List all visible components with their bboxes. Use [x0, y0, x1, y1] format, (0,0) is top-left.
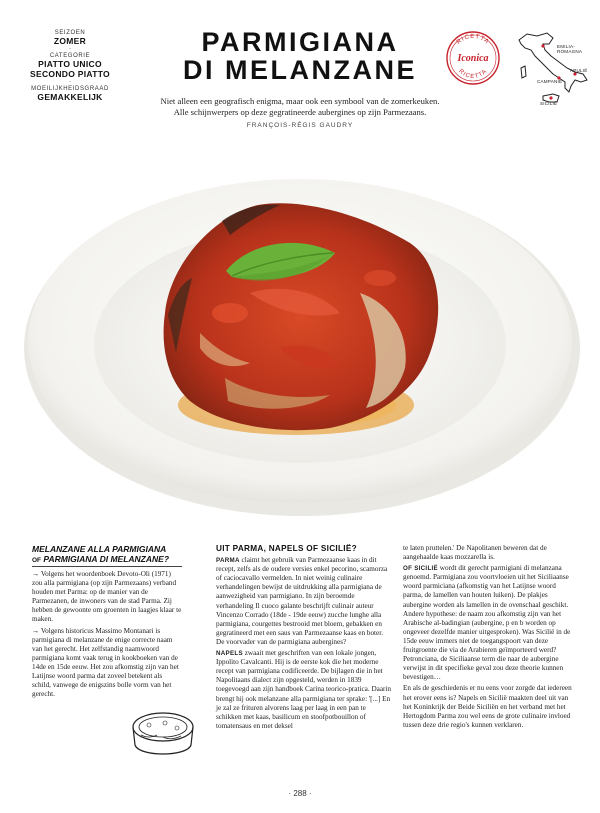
season-value: ZOMER: [53, 36, 87, 46]
separator-dot: ·: [68, 45, 72, 53]
category-value: PIATTO UNICO: [38, 59, 102, 69]
section-heading: UIT PARMA, NAPELS OF SICILIË?: [216, 544, 357, 553]
paragraph: [403, 564, 575, 682]
author-name: FRANÇOIS-RÉGIS GAUDRY: [246, 122, 354, 129]
paragraph-text: zwaait met geschriften van een lokale jongen, Ippolito Cavalcanti. Hij is de eerste kok die het moderne recept van parmigiana codificeerde. De bijlagen die in het Napolitaans dialect zijn opgesteld, werden in 1839 toegevoegd aan zijn handboek Carina teorico-pratica. Daarin brengt hij ook melanzane alla parmigiana ter sprake: '[...] En je zal ze frituren alvorens laag per laag in een pan te schikken met kaas, basilicum en stoofpotbouillon of tomatensaus en met deksel: [216, 649, 392, 730]
paragraph: [216, 649, 392, 731]
page-title: [150, 28, 450, 84]
paragraph-lead: NAPELS: [216, 650, 243, 658]
divider: [32, 566, 182, 567]
season-label: SEIZOEN: [54, 30, 86, 36]
title-line: PARMIGIANA: [201, 27, 399, 57]
category-value: SECONDO PIATTO: [30, 69, 110, 79]
stamp-bottom-text: RICETTA: [457, 68, 489, 81]
article-column-middle: [216, 544, 392, 733]
parmigiana-photo: [0, 143, 600, 538]
ricetta-iconica-stamp: [445, 30, 501, 86]
map-label-campanie: CAMPANIË: [537, 79, 563, 84]
recipe-meta: [22, 30, 118, 102]
intro-text: [140, 96, 460, 117]
difficulty-label: MOEILIJKHEIDSGRAAD: [31, 86, 109, 92]
difficulty-value: GEMAKKELIJK: [37, 92, 103, 102]
map-label-sicilie: SICILIË: [540, 101, 558, 106]
intro-line: Alle schijnwerpers op deze gegratineerde aubergines op zijn Parmezaans.: [173, 106, 427, 117]
paragraph-lead: PARMA: [216, 557, 240, 565]
stamp-middle-text: Iconica: [457, 53, 489, 64]
article-column-left: [32, 544, 182, 701]
article-column-right: [403, 544, 575, 732]
intro-line: Niet alleen een geografisch enigma, maar ook een symbool van de zomerkeuken.: [160, 96, 440, 106]
paragraph-text: wordt dit gerecht parmigiani di melanzana genoemd. Parmigiana zou voortvloeien uit het Siciliaanse woord parmiciana (afkomstig van het Latijnse woord parma, de lamellen van houten luiken). De plakjes aubergine worden als lamellen in de ovenschaal geschikt. Andere hypothese: de naam zou afkomstig zijn van het Arabische al-badingian (aubergine, p en b worden op ongeveer dezelfde manier uitgesproken). Was Sicilië in de 15de eeuw immers niet de toegangspoort van deze fruitgroente die via de Arabieren geïmporteerd werd? Petronciana, de Siciliaanse term die naar de aubergine verwijst in dit specifieke geval zou deze theorie kunnen bevestigen…: [403, 564, 571, 682]
paragraph-text: claimt het gebruik van Parmezaanse kaas in dit recept, zelfs als de oudere versies enkel pecorino, scamorza of caciocavallo vermelden. In niet weinig culinaire verhandelingen bewijst de uitdrukking alla parmigiana de aanwezigheid van parmigiano. In zijn beroemde verhandeling Il cuoco galante beschrijft culinair auteur Vincenzo Corrado (18de - 19de eeuw) zucche lunghe alla parmigiana, courgettes bestrooid met bloem, gebakken en gegratineerd met een saus van Parmezaanse kaas en boter. De voorvader van de parmigiana aubergines?: [216, 556, 388, 646]
paragraph: → Volgens historicus Massimo Montanari is parmigiana di melanzane de enige correcte naam van het gerecht. Het zelfstandig naamwoord parmigiana komt vaak terug in kookboeken van de 14de en 15de eeuw. Het zou afkomstig zijn van het Latijnse woord parma dat zoveel betekent als schild, vanwege de enigszins bolle vorm van het gerecht.: [32, 626, 179, 699]
title-line: DI MELANZANE: [183, 55, 417, 85]
paragraph: En als de geschiedenis er nu eens voor zorgde dat iedereen het erover eens is? Napels en Sicilië maakten deel uit van het Koninkrijk der Beide Siciliën en het verband met het Hertogdom Parma zou wel eens de grote culinaire invloed tussen deze drie regio's kunnen verklaren.: [403, 684, 572, 729]
paragraph: → Volgens het woordenboek Devoto-Oli (1971) zou alla parmigiana (op zijn Parmezaans) verband houden met Parma: op de manier van de Parmezanen, de inwoners van de stad Parma. Zij hebben de gewoonte om groenten in laagjes klaar te maken.: [32, 570, 182, 624]
map-label-apulie: APULIË: [570, 68, 588, 73]
section-heading: [32, 544, 182, 566]
paragraph-lead: OF SICILIË: [403, 565, 438, 573]
heading-of: OF: [32, 557, 42, 564]
separator-dot: ·: [68, 78, 72, 86]
page-number: · 288 ·: [288, 789, 312, 798]
category-label: CATEGORIE: [49, 53, 91, 59]
map-label-emilia: EMILIA-ROMAGNA: [557, 44, 583, 54]
stamp-top-text: RICETTA: [455, 33, 491, 46]
baking-dish-icon: [129, 703, 197, 765]
heading-line: PARMIGIANA DI MELANZANE?: [43, 554, 170, 564]
heading-line: MELANZANE ALLA PARMIGIANA: [32, 544, 167, 554]
paragraph: te laten pruttelen.' De Napolitanen beweren dat de aangehaalde kaas mozzarella is.: [403, 544, 547, 562]
paragraph: [216, 556, 392, 647]
